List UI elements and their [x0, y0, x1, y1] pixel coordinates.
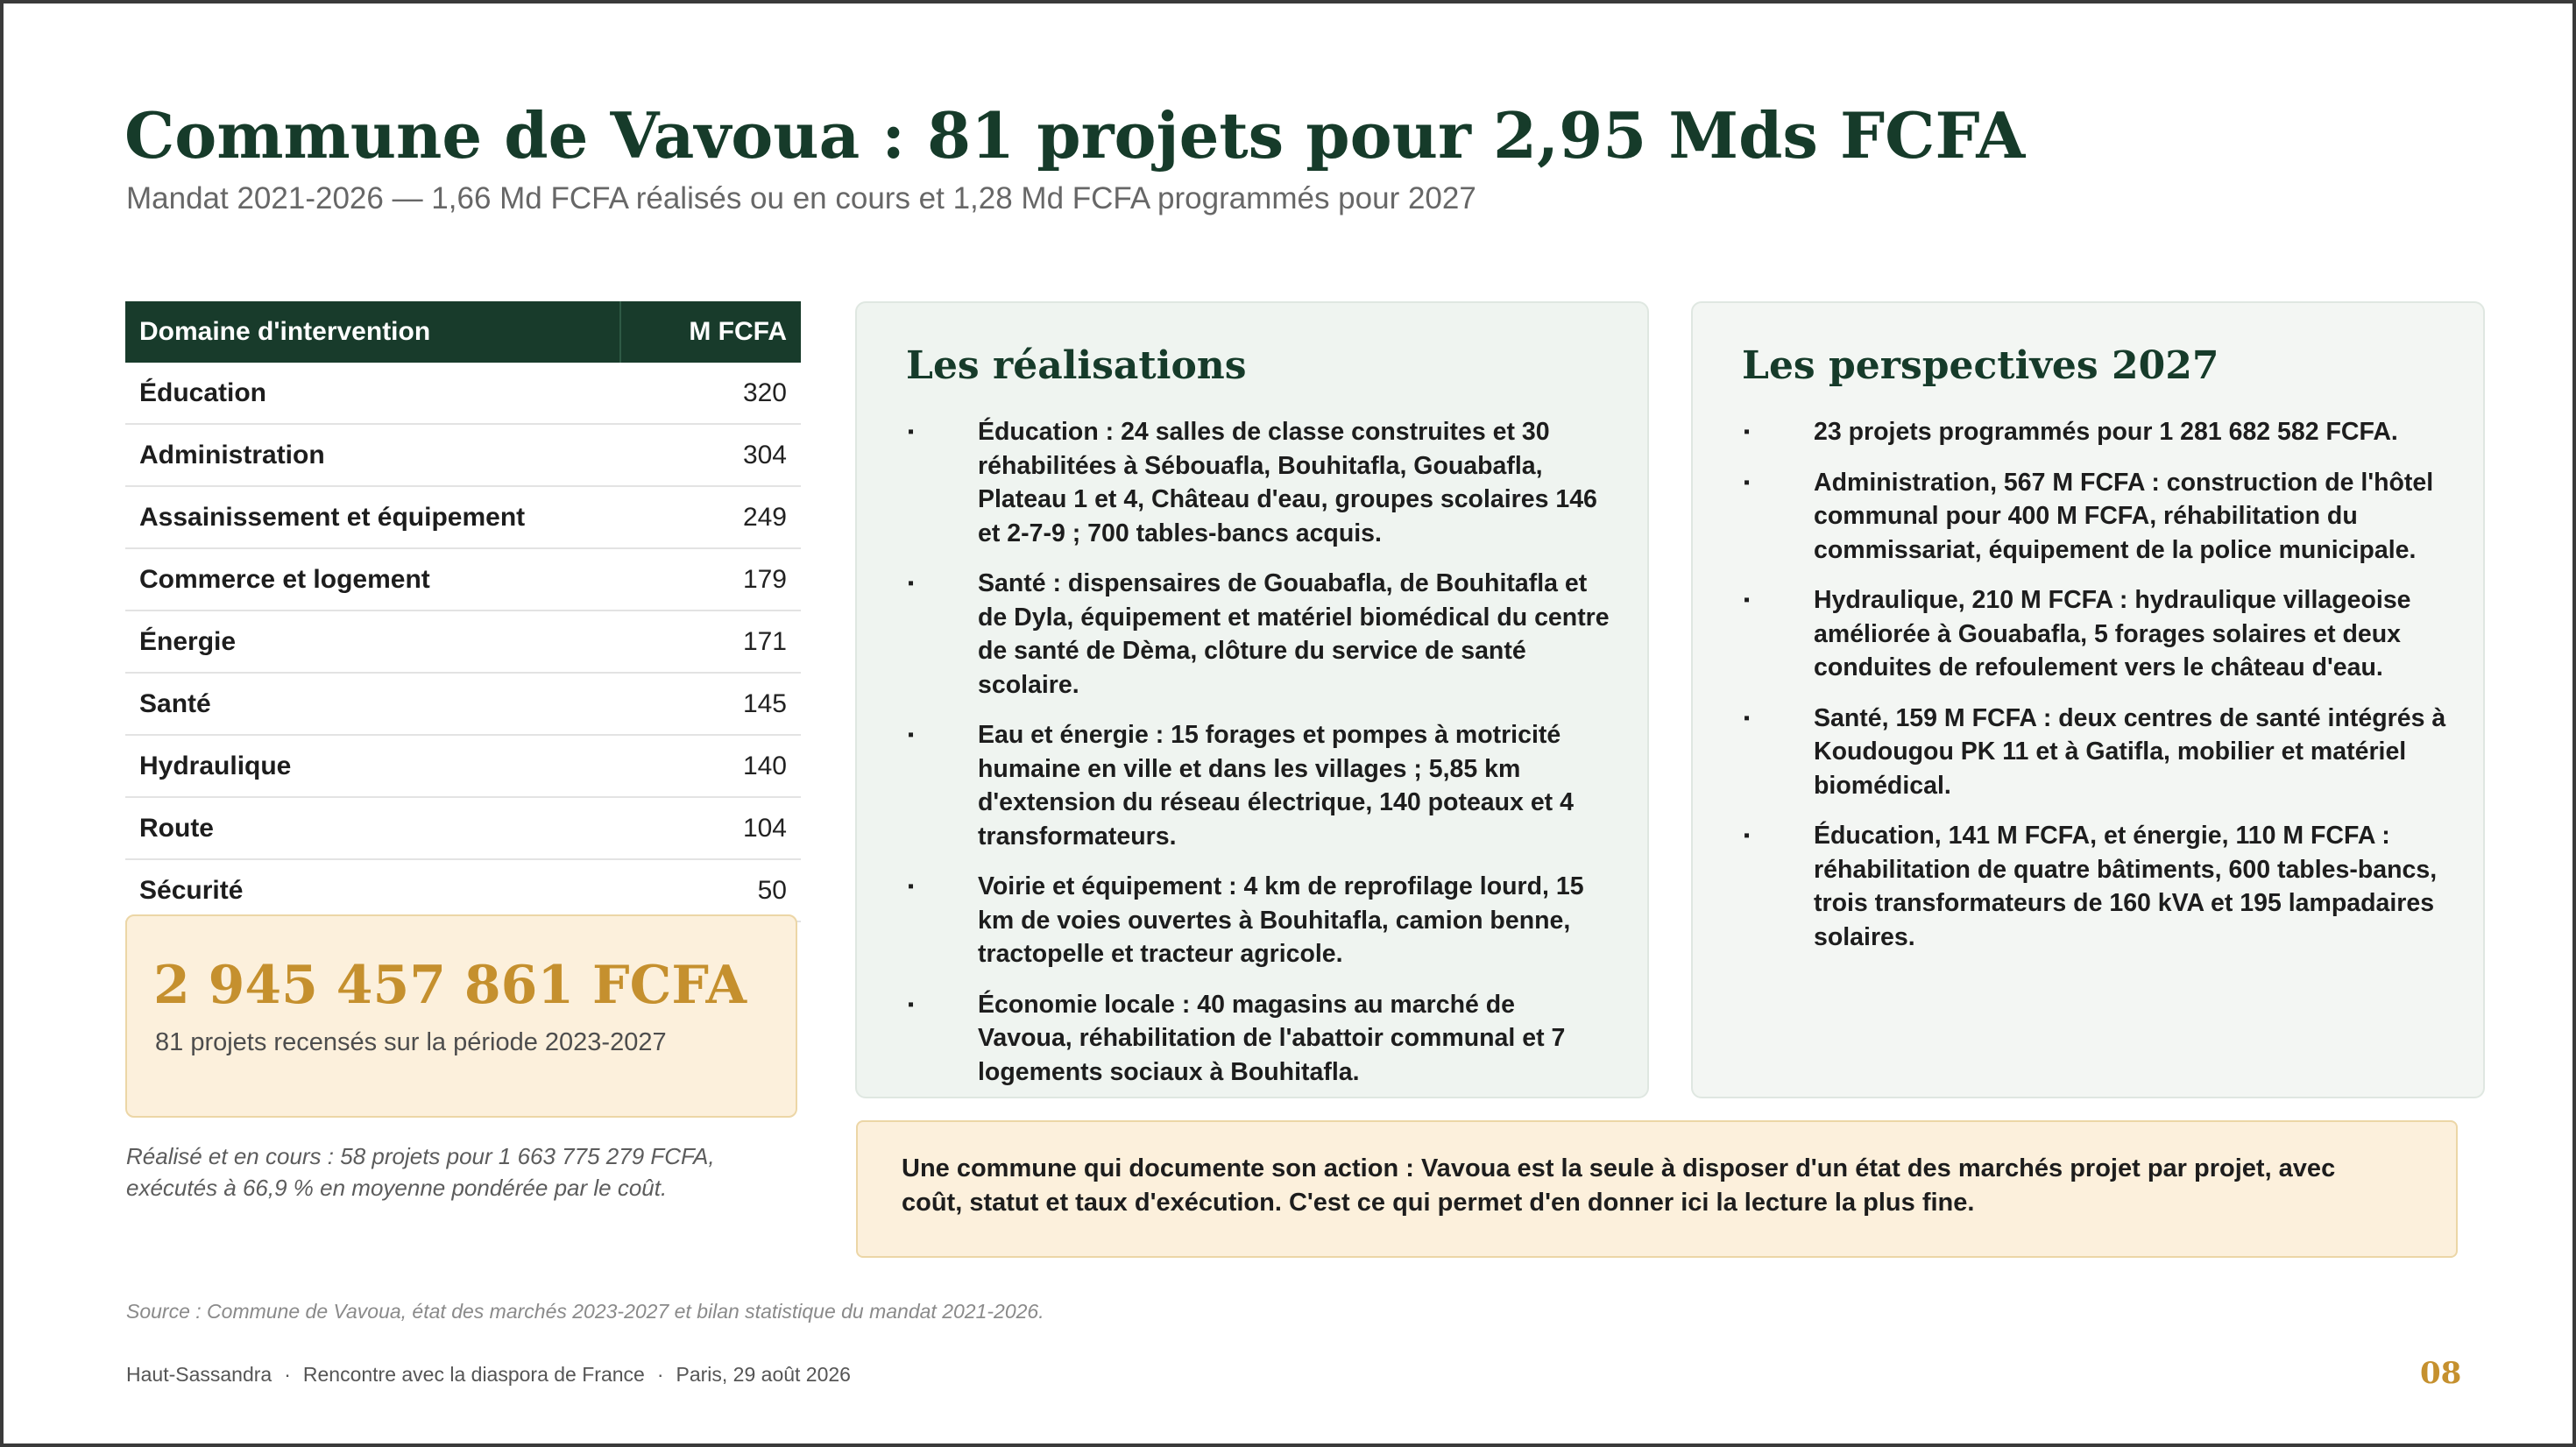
realisations-title: Les réalisations	[906, 343, 1247, 388]
bullet-icon: ▪	[908, 574, 915, 593]
total-amount: 2 945 457 861 FCFA	[153, 955, 747, 1016]
list-item	[1693, 702, 2483, 803]
column-header-domain: Domaine d'intervention	[125, 301, 621, 363]
list-item	[1693, 583, 2483, 685]
row-value: 179	[742, 564, 787, 594]
callout-box	[856, 1120, 2458, 1258]
row-domain: Énergie	[139, 626, 237, 656]
row-domain: Administration	[139, 440, 325, 469]
bullet-icon: ▪	[1744, 472, 1751, 492]
list-item	[1693, 819, 2483, 954]
total-caption: 81 projets recensés sur la période 2023-2027	[155, 1028, 667, 1056]
row-domain: Éducation	[139, 378, 267, 407]
bullet-icon: ▪	[1744, 590, 1751, 610]
budget-table	[125, 301, 801, 922]
list-item-text: Santé, 159 M FCFA : deux centres de santé intégrés à Koudougou PK 11 et à Gatifla, mobilier et matériel biomédical.	[1814, 703, 2446, 800]
bullet-icon: ▪	[1744, 708, 1751, 728]
list-item-text: Eau et énergie : 15 forages et pompes à motricité humaine en ville et dans les villages ; 5,85 km d'extension du réseau électrique, 140 poteaux et 4 transformateurs.	[978, 721, 1574, 851]
page-number: 08	[2420, 1356, 2462, 1391]
row-value: 104	[742, 813, 787, 843]
footer-event: Rencontre avec la diaspora de France	[302, 1363, 645, 1386]
list-item	[1693, 415, 2483, 449]
bullet-icon: ▪	[1744, 422, 1751, 441]
row-value: 320	[742, 378, 787, 407]
list-item-text: Économie locale : 40 magasins au marché de Vavoua, réhabilitation de l'abattoir communal et 7 logements sociaux à Bouhitafla.	[978, 990, 1566, 1086]
footer-separator: ·	[656, 1363, 664, 1386]
footer-place-date: Paris, 29 août 2026	[676, 1363, 851, 1386]
list-item-text: Voirie et équipement : 4 km de reprofilage lourd, 15 km de voies ouvertes à Bouhitafla, camion benne, tractopelle et tracteur agricole.	[978, 872, 1584, 968]
list-item-text: 23 projets programmés pour 1 281 682 582 FCFA.	[1814, 418, 2398, 446]
callout-text: Une commune qui documente son action : Vavoua est la seule à disposer d'un état des marchés projet par projet, avec coût, statut et taux d'exécution. C'est ce qui permet d'en donner ici la lecture la plus fine.	[902, 1154, 2336, 1217]
table-row	[125, 363, 801, 425]
page-title: Commune de Vavoua : 81 projets pour 2,95 Mds FCFA	[124, 98, 2026, 173]
list-item-text: Éducation : 24 salles de classe construites et 30 réhabilitées à Sébouafla, Bouhitafla, Gouabafla, Plateau 1 et 4, Château d'eau, groupes scolaires 146 et 2-7-9 ; 700 tables-bancs acquis.	[978, 418, 1597, 547]
table-row	[125, 549, 801, 611]
list-item	[857, 988, 1647, 1090]
total-box	[125, 914, 797, 1118]
list-item-text: Administration, 567 M FCFA : construction de l'hôtel communal pour 400 M FCFA, réhabilitation du commissariat, équipement de la police municipale.	[1814, 468, 2434, 564]
table-row	[125, 736, 801, 798]
row-value: 140	[742, 751, 787, 780]
list-item-text: Éducation, 141 M FCFA, et énergie, 110 M FCFA : réhabilitation de quatre bâtiments, 600 tables-bancs, trois transformateurs de 160 kVA et 195 lampadaires solaires.	[1814, 822, 2438, 951]
row-value: 304	[742, 440, 787, 469]
row-domain: Commerce et logement	[139, 564, 430, 594]
table-row	[125, 487, 801, 549]
row-domain: Santé	[139, 688, 211, 718]
list-item	[857, 567, 1647, 702]
source-note: Source : Commune de Vavoua, état des marchés 2023-2027 et bilan statistique du mandat 2021-2026.	[126, 1300, 1044, 1323]
row-domain: Assainissement et équipement	[139, 502, 526, 532]
table-row	[125, 860, 801, 922]
list-item	[857, 870, 1647, 971]
page-subtitle: Mandat 2021-2026 — 1,66 Md FCFA réalisés ou en cours et 1,28 Md FCFA programmés pour 2027	[126, 181, 1476, 215]
perspectives-title: Les perspectives 2027	[1742, 343, 2219, 388]
row-value: 50	[757, 875, 787, 905]
row-domain: Sécurité	[139, 875, 244, 905]
table-row	[125, 798, 801, 860]
bullet-icon: ▪	[908, 725, 915, 745]
bullet-icon: ▪	[908, 422, 915, 441]
bullet-icon: ▪	[908, 994, 915, 1014]
execution-note: Réalisé et en cours : 58 projets pour 1 663 775 279 FCFA, exécutés à 66,9 % en moyenne pondérée par le coût.	[126, 1143, 715, 1201]
perspectives-card	[1691, 301, 2485, 1098]
list-item-text: Santé : dispensaires de Gouabafla, de Bouhitafla et de Dyla, équipement et matériel biomédical du centre de santé de Dèma, clôture du service de santé scolaire.	[978, 569, 1610, 699]
table-header	[125, 301, 801, 363]
list-item	[857, 415, 1647, 550]
perspectives-list	[1693, 415, 2483, 971]
row-domain: Route	[139, 813, 214, 843]
row-value: 145	[742, 688, 787, 718]
footer-separator: ·	[284, 1363, 291, 1386]
list-item-text: Hydraulique, 210 M FCFA : hydraulique villageoise améliorée à Gouabafla, 5 forages solaires et deux conduites de refoulement vers le château d'eau.	[1814, 586, 2411, 681]
table-row	[125, 674, 801, 736]
footer-region: Haut-Sassandra	[126, 1363, 272, 1386]
row-value: 171	[742, 626, 787, 656]
table-row	[125, 425, 801, 487]
column-header-amount: M FCFA	[689, 317, 787, 346]
table-row	[125, 611, 801, 674]
bullet-icon: ▪	[908, 877, 915, 896]
footer	[126, 1363, 851, 1387]
list-item	[1693, 466, 2483, 568]
row-domain: Hydraulique	[139, 751, 292, 780]
list-item	[857, 718, 1647, 853]
realisations-card	[855, 301, 1649, 1098]
row-value: 249	[742, 502, 787, 532]
bullet-icon: ▪	[1744, 826, 1751, 845]
realisations-list	[857, 415, 1647, 1105]
slide	[4, 4, 2572, 1443]
